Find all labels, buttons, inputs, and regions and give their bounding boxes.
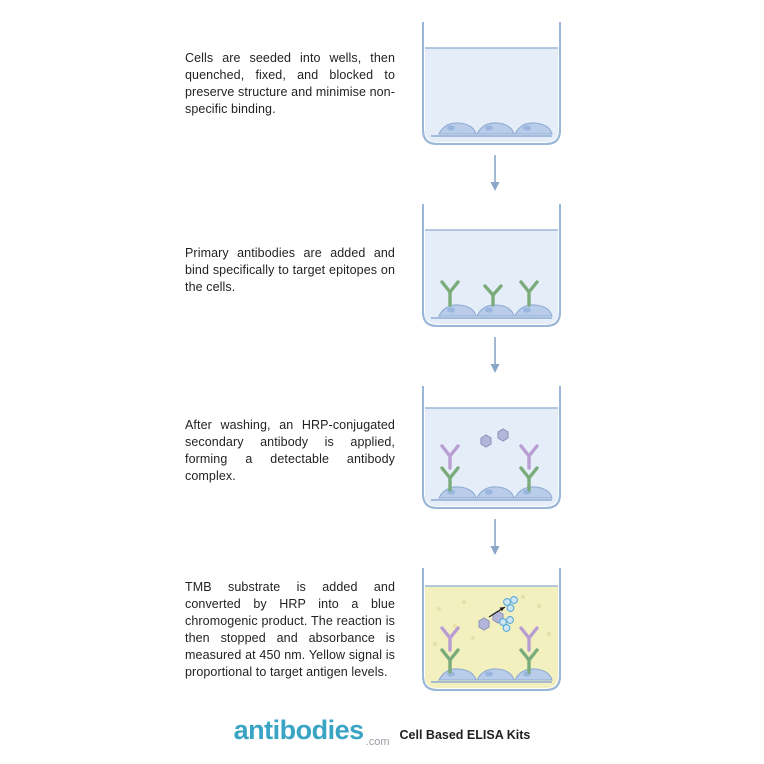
adherent-cells-3 bbox=[439, 487, 552, 498]
well-illustration-2 bbox=[419, 200, 564, 330]
well-illustration-1 bbox=[419, 18, 564, 148]
flow-arrow-3 bbox=[488, 519, 502, 562]
antibodies-logo-suffix: .com bbox=[365, 736, 390, 748]
well-illustration-3 bbox=[419, 382, 564, 512]
step-1-description: Cells are seeded into wells, then quenched, fixed, and blocked to preserve structure and minimise non-specific binding. bbox=[185, 51, 395, 116]
step-3-description: After washing, an HRP-conjugated secondary antibody is applied, forming a detectable antibody complex. bbox=[185, 418, 395, 483]
adherent-cells-2 bbox=[439, 305, 552, 316]
microplate-well-seeded-cells bbox=[419, 18, 564, 153]
microplate-well-primary-antibody bbox=[419, 200, 564, 335]
adherent-cells-1 bbox=[439, 123, 552, 134]
well-illustration-4 bbox=[419, 564, 564, 694]
adherent-cells-4 bbox=[439, 669, 552, 680]
flow-arrow-1 bbox=[488, 155, 502, 198]
step-4-description: TMB substrate is added and converted by HRP into a blue chromogenic product. The reaction is then stopped and absorbance is measured at 450 nm. Yellow signal is proportional to target antigen levels. bbox=[185, 580, 395, 679]
microplate-well-secondary-antibody bbox=[419, 382, 564, 517]
antibodies-logo-text: antibodies bbox=[233, 715, 364, 745]
microplate-well-tmb-substrate bbox=[419, 564, 564, 699]
flow-arrow-2 bbox=[488, 337, 502, 380]
footer-branding bbox=[0, 715, 764, 746]
footer-caption: Cell Based ELISA Kits bbox=[399, 728, 531, 742]
step-2-description: Primary antibodies are added and bind specifically to target epitopes on the cells. bbox=[185, 246, 395, 294]
